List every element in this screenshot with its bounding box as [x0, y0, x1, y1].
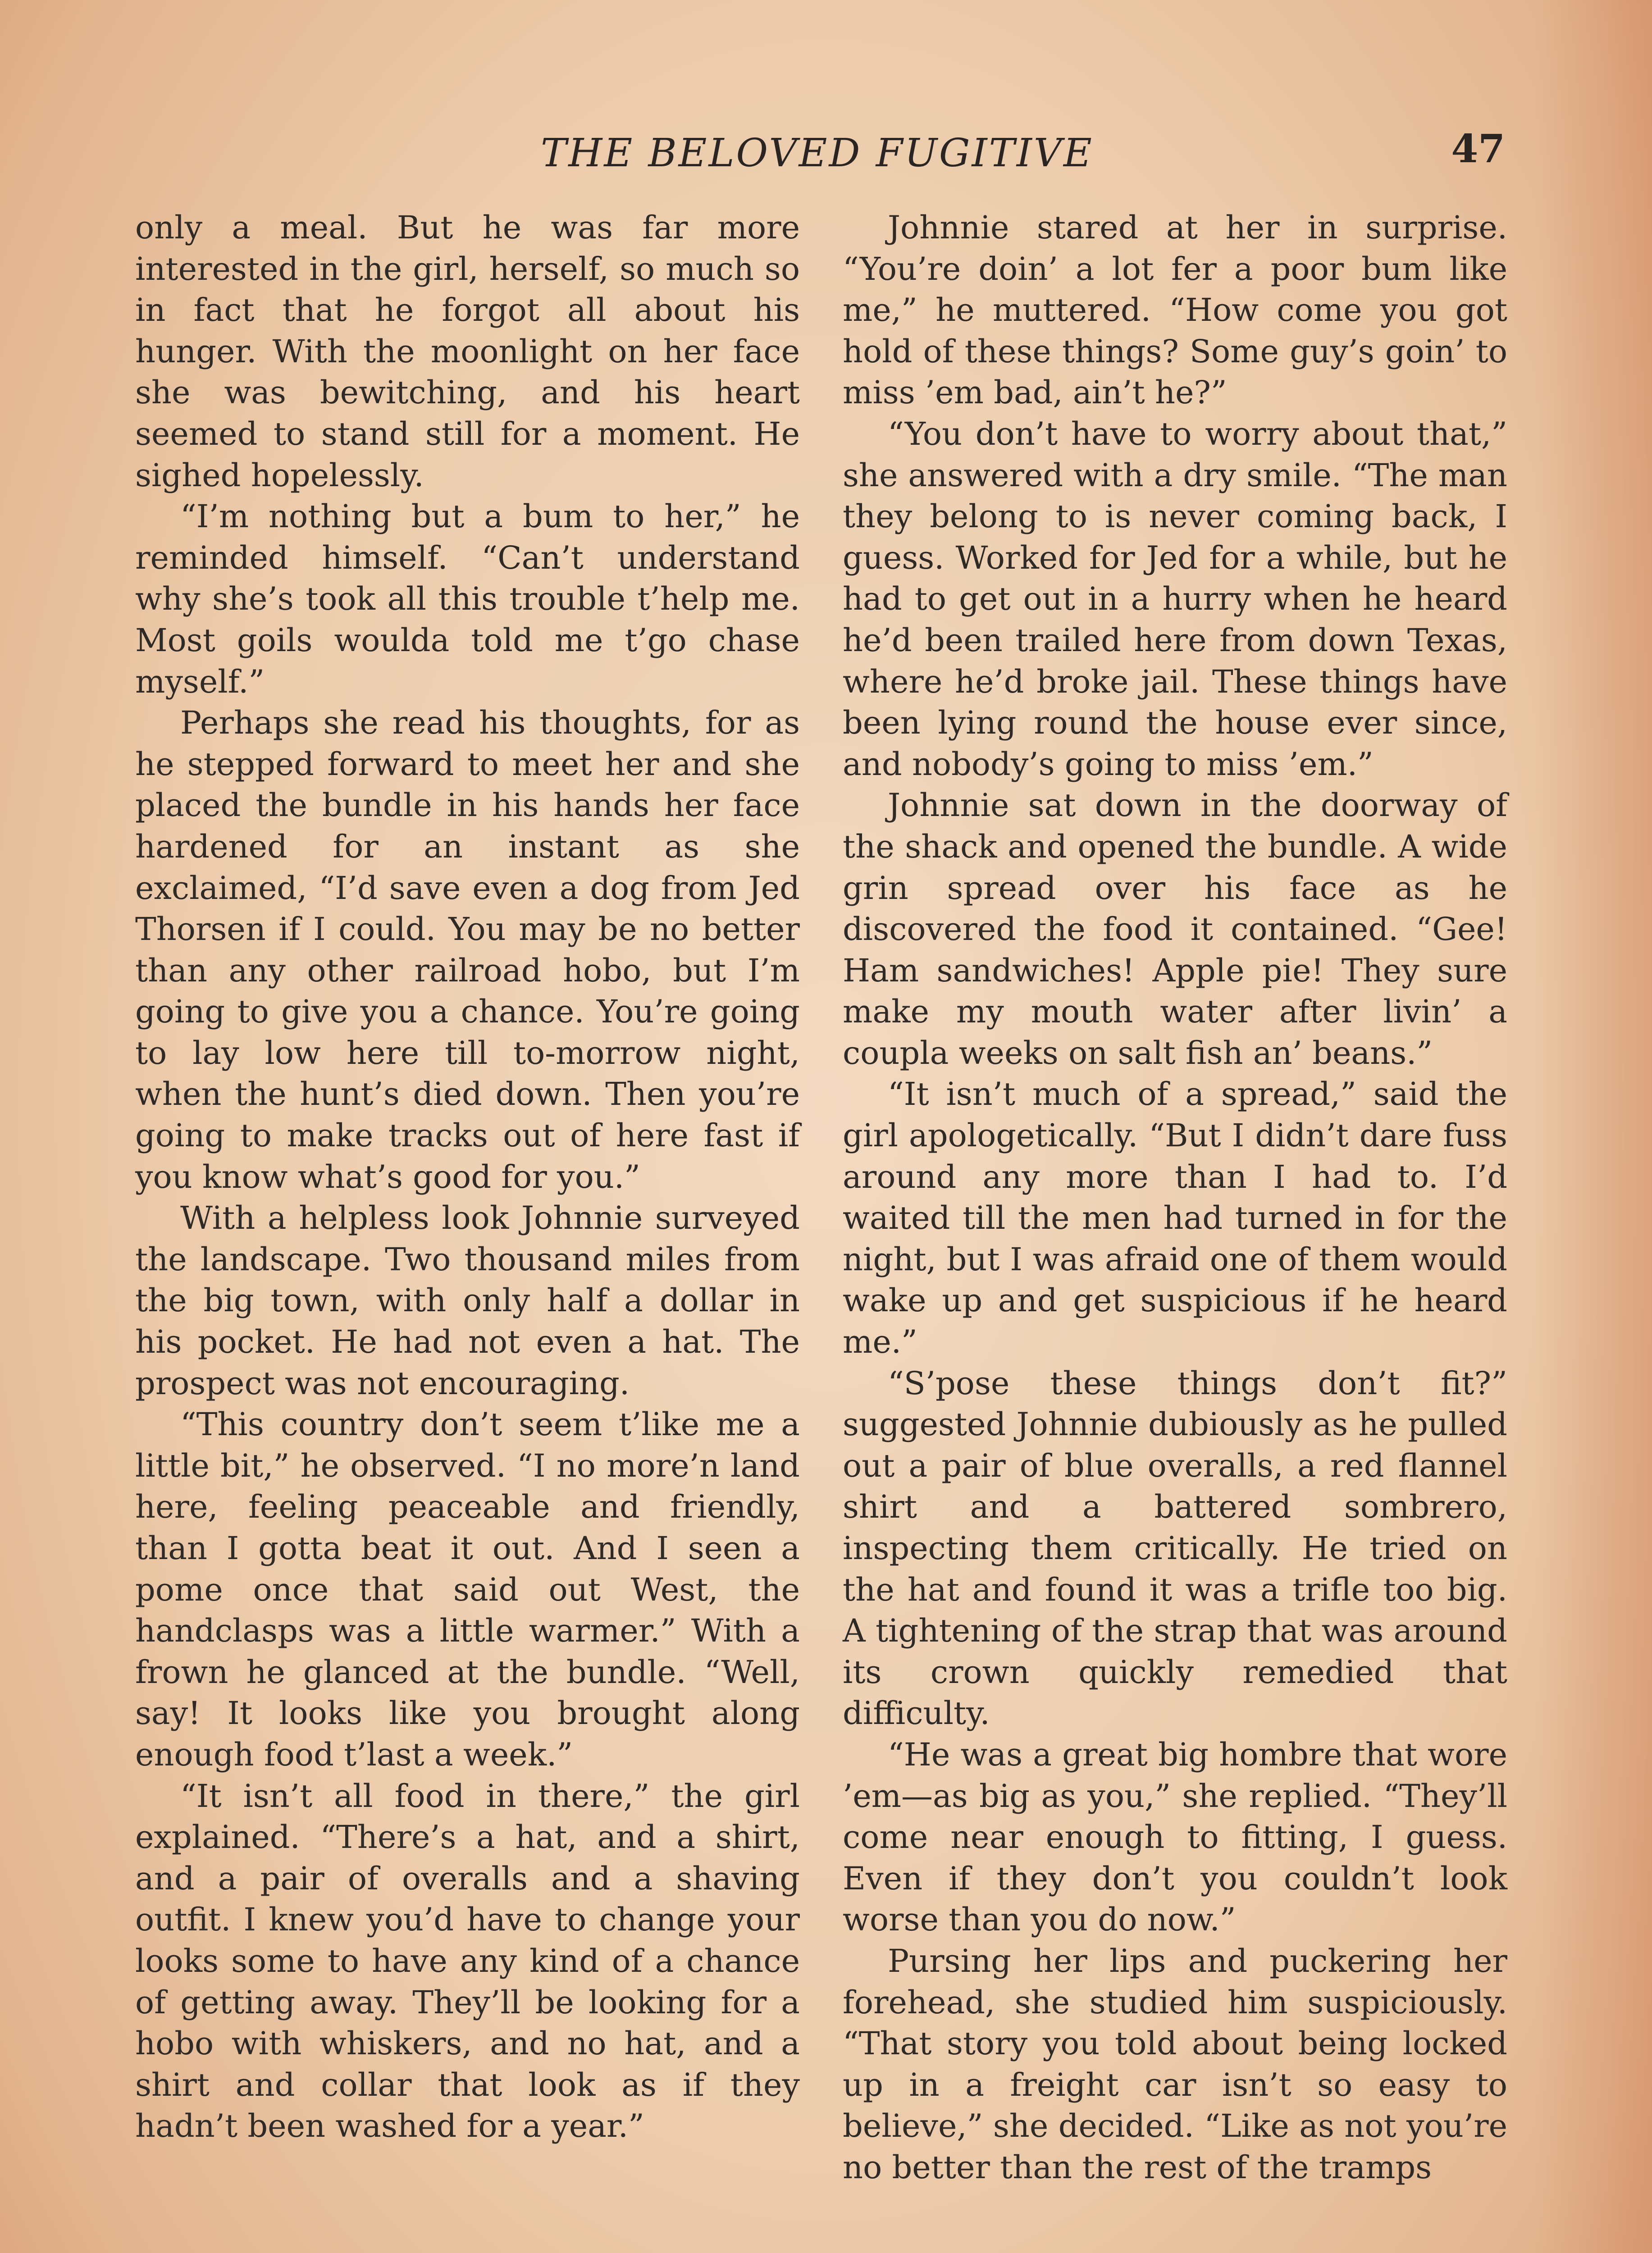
paragraph: only a meal. But he was far more interested in the girl, herself, so much so in fact that he forgot all about his hunger. With the moonlight on her face she was bewitching, and his heart seemed to stand still for a moment. He sighed hopelessly.	[135, 209, 800, 494]
paragraph: Perhaps she read his thoughts, for as he stepped forward to meet her and she placed the bundle in his hands her face hardened for an instant as she exclaimed, “I’d save even a dog from Jed Thorsen if I could. You may be no better than any other railroad hobo, but I’m going to give you a chance. You’re going to lay low here till to-morrow night, when the hunt’s died down. Then you’re going to make tracks out of here fast if you know what’s good for you.”	[135, 704, 800, 1195]
paragraph: Pursing her lips and puckering her forehead, she studied him suspiciously. “That story you told about being locked up in a freight car isn’t so easy to believe,” she decided. “Like as not you’re no better than the rest of the tramps	[843, 1942, 1507, 2186]
paragraph: “He was a great big hombre that wore ’em—as big as you,” she replied. “They’ll come near enough to fitting, I guess. Even if they don’t you couldn’t look worse than you do now.”	[843, 1736, 1507, 1938]
paragraph: “It isn’t much of a spread,” said the girl apologetically. “But I didn’t dare fuss around any more than I had to. I’d waited till the men had turned in for the night, but I was afraid one of them would wake up and get suspicious if he heard me.”	[843, 1076, 1507, 1361]
paragraph: “I’m nothing but a bum to her,” he reminded himself. “Can’t understand why she’s took all this trouble t’help me. Most goils woulda told me t’go chase myself.”	[135, 498, 800, 700]
page-number: 47	[1451, 126, 1505, 172]
page-header	[0, 126, 1652, 185]
paragraph: Johnnie stared at her in surprise. “You’re doin’ a lot fer a poor bum like me,” he muttered. “How come you got hold of these things? Some guy’s goin’ to miss ’em bad, ain’t he?”	[843, 209, 1507, 411]
paragraph: With a helpless look Johnnie surveyed the landscape. Two thousand miles from the big town, with only half a dollar in his pocket. He had not even a hat. The prospect was not encouraging.	[135, 1199, 800, 1402]
paragraph: “You don’t have to worry about that,” she answered with a dry smile. “The man they belong to is never coming back, I guess. Worked for Jed for a while, but he had to get out in a hurry when he heard he’d been trailed here from down Texas, where he’d broke jail. These things have been lying round the house ever since, and nobody’s going to miss ’em.”	[843, 415, 1507, 783]
paragraph: “It isn’t all food in there,” the girl explained. “There’s a hat, and a shirt, and a pair of overalls and a shaving outfit. I knew you’d have to change your looks some to have any kind of a chance of getting away. They’ll be looking for a hobo with whiskers, and no hat, and a shirt and collar that look as if they hadn’t been washed for a year.”	[135, 1777, 800, 2145]
left-text-column	[135, 207, 800, 2147]
paragraph: “This country don’t seem t’like me a little bit,” he observed. “I no more’n land here, feeling peaceable and friendly, than I gotta beat it out. And I seen a pome once that said out West, the handclasps was a little warmer.” With a frown he glanced at the bundle. “Well, say! It looks like you brought along enough food t’last a week.”	[135, 1406, 800, 1773]
right-text-column	[843, 207, 1507, 2189]
page-edge-shadow	[1535, 0, 1652, 2253]
paragraph: “S’pose these things don’t fit?” suggested Johnnie dubiously as he pulled out a pair of blue overalls, a red flannel shirt and a battered sombrero, inspecting them critically. He tried on the hat and found it was a trifle too big. A tightening of the strap that was around its crown quickly remedied that difficulty.	[843, 1364, 1507, 1732]
running-title: THE BELOVED FUGITIVE	[541, 131, 1094, 176]
paragraph: Johnnie sat down in the doorway of the shack and opened the bundle. A wide grin spread over his face as he discovered the food it contained. “Gee! Ham sandwiches! Apple pie! They sure make my mouth water after livin’ a coupla weeks on salt fish an’ beans.”	[843, 787, 1507, 1072]
